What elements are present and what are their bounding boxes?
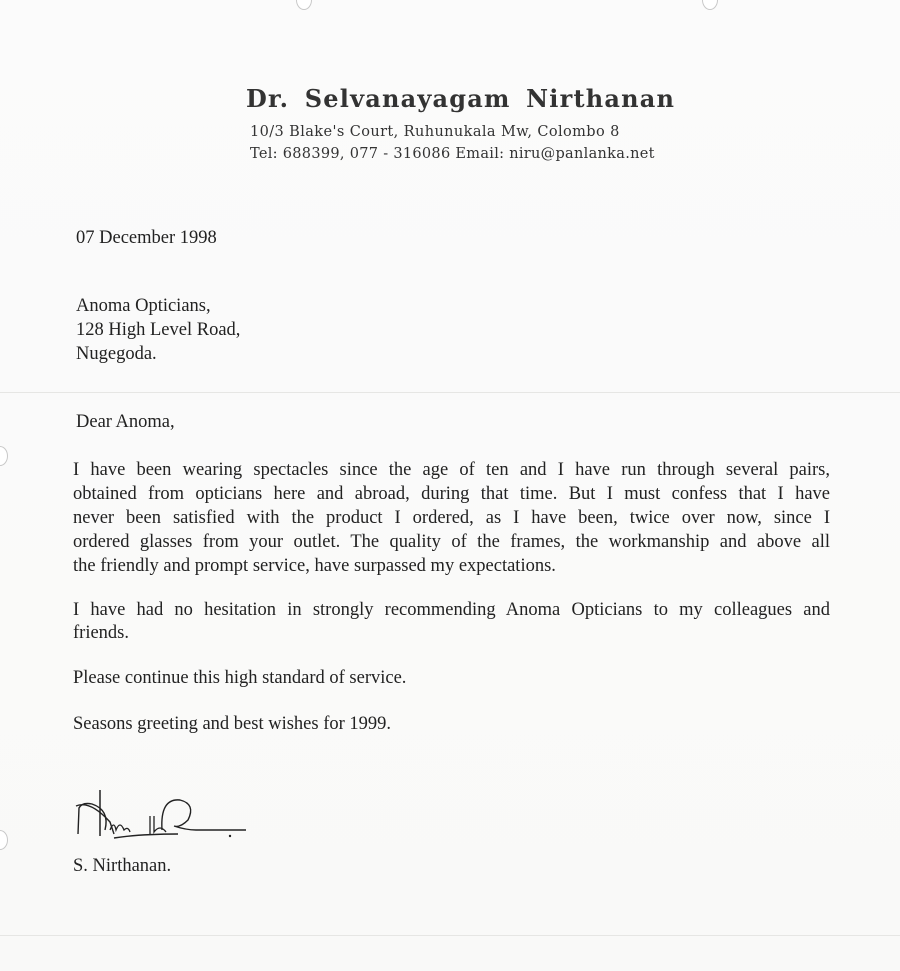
letterhead-name: Dr. Selvanayagam Nirthanan — [246, 84, 676, 113]
body-line: Seasons greeting and best wishes for 1999. — [73, 714, 392, 734]
punch-hole — [0, 446, 8, 466]
body-line: obtained from opticians here and abroad, during that time. But I must confess that I have — [73, 484, 830, 504]
letterhead-address: 10/3 Blake's Court, Ruhunukala Mw, Colombo 8 — [250, 124, 620, 140]
punch-hole — [702, 0, 718, 10]
body-line: I have been wearing spectacles since the age of ten and I have run through several pairs, — [73, 460, 830, 480]
body-line: friends. — [73, 623, 129, 643]
letterhead-contact: Tel: 688399, 077 - 316086 Email: niru@panlanka.net — [250, 146, 655, 162]
body-line: the friendly and prompt service, have surpassed my expectations. — [73, 556, 556, 576]
signature — [70, 786, 260, 846]
punch-hole — [0, 830, 8, 850]
recipient-line: Anoma Opticians, — [76, 296, 211, 316]
salutation: Dear Anoma, — [76, 412, 175, 432]
signoff-name: S. Nirthanan. — [73, 856, 172, 876]
body-line: Please continue this high standard of service. — [73, 668, 407, 688]
body-line: never been satisfied with the product I ordered, as I have been, twice over now, since I — [73, 508, 830, 528]
recipient-line: 128 High Level Road, — [76, 320, 241, 340]
fold-line — [0, 935, 900, 936]
fold-line — [0, 392, 900, 393]
letter-date: 07 December 1998 — [76, 228, 217, 248]
body-line: ordered glasses from your outlet. The quality of the frames, the workmanship and above all — [73, 532, 830, 552]
body-line: I have had no hesitation in strongly recommending Anoma Opticians to my colleagues and — [73, 600, 830, 620]
punch-hole — [296, 0, 312, 10]
recipient-line: Nugegoda. — [76, 344, 157, 364]
